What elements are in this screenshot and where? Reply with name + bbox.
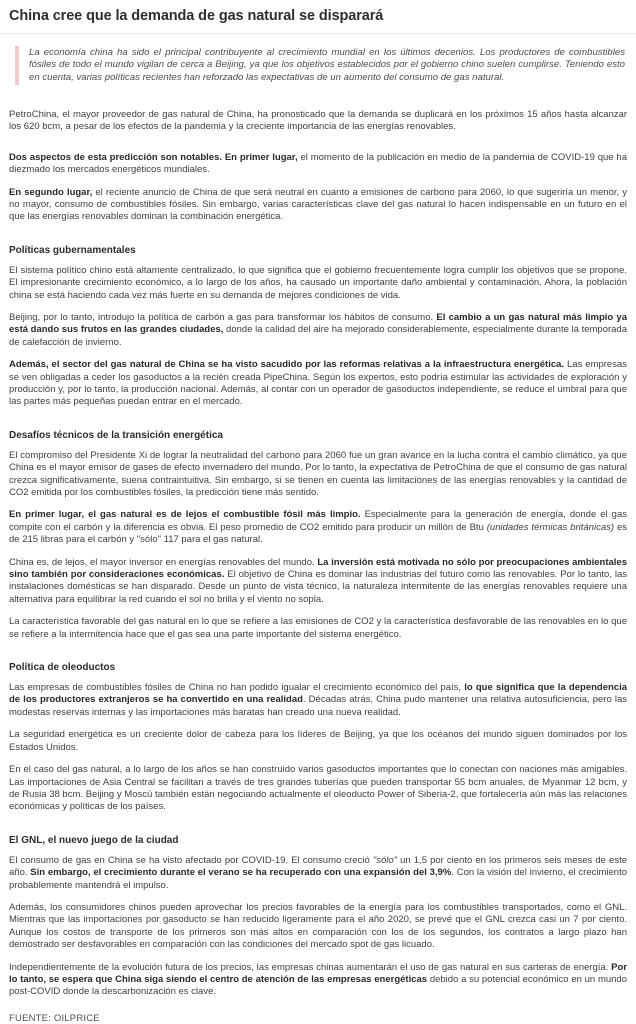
paragraph: En primer lugar, el gas natural es de lejos el combustible fósil más limpio. Especialmente para la generación de energía, donde el gas compite con el carbón y la diferencia es obvia. El peso promedio de CO2 emitido para producir un millón de Btu (unidades térmicas británicas) es de 215 libras para el carbón y "sólo" 117 para el gas natural. [9,509,627,546]
intro-blockquote: La economía china ha sido el principal contribuyente al crecimiento mundial en los últimos decenios. Los productores de combustibles fósiles de todo el mundo vigilan de cerca a Beijing, ya que los objetivos establecidos por el gobierno chino suelen cumplirse. Teniendo esto en cuenta, varias políticas recientes han reforzado las expectativas de un aumento del consumo de gas natural. [15,46,627,85]
section-heading: El GNL, el nuevo juego de la ciudad [9,834,179,846]
paragraph: El compromiso del Presidente Xi de lograr la neutralidad del carbono para 2060 fue un gran avance en la lucha contra el cambio climático, ya que China es el mayor emisor de gases de efecto invernadero del mundo. Por lo tanto, la expectativa de PetroChina de que el consumo de gas natural crezca significativamente, suena contraintuitiva. Sin embargo, si se tienen en cuenta las limitaciones de las energías renovables y la cantidad de CO2 emitida por los combustibles fósiles, la predicción tiene más sentido. [9,449,627,499]
paragraph: PetroChina, el mayor proveedor de gas natural de China, ha pronosticado que la demanda se duplicará en los próximos 15 años hasta alcanzar los 620 bcm, a pesar de los efectos de la pandemia y la creciente importancia de las energías renovables. [9,108,627,133]
paragraph: La seguridad energética es un creciente dolor de cabeza para los líderes de Beijing, ya que los océanos del mundo siguen dominados por los Estados Unidos. [9,729,627,753]
paragraph: En el caso del gas natural, a lo largo de los años se han construido varios gasoductos importantes que lo conectan con naciones más amigables. Las importaciones de Asia Central se facilitan a través de tres grandes tuberías que pueden transportar 55 bcm anuales, de Myanmar 12 bcm, y de Rusia 38 bcm. Beijing y Moscú también están negociando actualmente el oleoducto Power of Siberia-2, que fortalecería aún más las relaciones económicas y políticas de los países. [9,764,627,813]
title-divider [0,33,636,34]
paragraph: La característica favorable del gas natural en lo que se refiere a las emisiones de CO2 y la característica desfavorable de las renovables en lo que se refiere a la intermitencia hace que el gas sea una parte importante del sistema energético. [9,616,627,640]
paragraph: Dos aspectos de esta predicción son notables. En primer lugar, el momento de la publicación en medio de la pandemia de COVID-19 que ha diezmado los mercados energéticos mundiales. [9,151,627,176]
paragraph: El sistema político chino está altamente centralizado, lo que significa que el gobierno frecuentemente logra cumplir los objetivos que se propone. El impresionante crecimiento económico, a lo largo de los años, ha causado un importante daño ambiental y contaminación. Ahora, la población china se está haciendo cada vez más fuerte en su demanda de mejores condiciones de vida. [9,264,627,301]
article-title: China cree que la demanda de gas natural se disparará [9,8,384,24]
paragraph: Las empresas de combustibles fósiles de China no han podido igualar el crecimiento económico del país, lo que significa que la dependencia de los productores extranjeros se ha convertido en una realidad. Décadas atrás, China pudo mantener una relativa autosuficiencia, pero las modestas reservas internas y las importaciones más baratas han creado una nueva realidad. [9,682,627,718]
section-heading: Política de oleoductos [9,662,116,674]
source-attribution: FUENTE: OILPRICE [9,1012,100,1024]
paragraph: China es, de lejos, el mayor inversor en energías renovables del mundo. La inversión está motivada no sólo por preocupaciones ambientales sino también por consideraciones económicas. El objetivo de China es dominar las industrias del futuro como las renovables. Por lo tanto, las instalaciones domésticas se han disparado. Desde un punto de vista técnico, la naturaleza intermitente de las energías renovables requiere una alternativa para equilibrar la red cuando el sol no brilla y el viento no sopla. [9,556,627,605]
article-body [9,109,627,999]
paragraph: El consumo de gas en China se ha visto afectado por COVID-19. El consumo creció "sólo" un 1,5 por ciento en los primeros seis meses de este año. Sin embargo, el crecimiento durante el verano se ha recuperado con una expansión del 3,9%. Con la visión del invierno, el crecimiento probablemente mantendrá el impulso. [9,854,627,891]
paragraph: Independientemente de la evolución futura de los precios, las empresas chinas aumentarán el uso de gas natural en sus carteras de energía. Por lo tanto, se espera que China siga siendo el centro de atención de las empresas energéticas debido a su potencial económico en un mundo post-COVID donde la descarbonización es clave. [9,961,627,998]
section-heading: Políticas gubernamentales [9,244,136,256]
paragraph: Además, los consumidores chinos pueden aprovechar los precios favorables de la energía para los combustibles transportados, como el GNL. Mientras que las importaciones por gasoducto se han reducido ligeramente para el año 2020, se prevé que el GNL crezca casi un 7 por ciento. Aunque los costos de transporte de los primeros son más altos en comparación con los de los segundos, los contratos a largo plazo han demostrado ser desfavorables en comparación con las condiciones del mercado spot de gas licuado. [9,901,627,951]
paragraph: Beijing, por lo tanto, introdujo la política de carbón a gas para transformar los hábitos de consumo. El cambio a un gas natural más limpio ya está dando sus frutos en las grandes ciudades, donde la calidad del aire ha mejorado considerablemente, especialmente durante la temporada de calefacción de invierno. [9,311,627,348]
paragraph: Además, el sector del gas natural de China se ha visto sacudido por las reformas relativas a la infraestructura energética. Las empresas se ven obligadas a ceder los gasoductos a la recién creada PipeChina. Según los expertos, esto podría estimular las actividades de exploración y producción y, por lo tanto, la producción nacional. Además, al contar con un operador de gasoductos independiente, se reduce el umbral para que las partes más pequeñas puedan entrar en el mercado. [9,359,627,408]
paragraph: En segundo lugar, el reciente anuncio de China de que será neutral en cuanto a emisiones de carbono para 2060, lo que sugeriría un menor, y no mayor, consumo de combustibles fósiles. Sin embargo, varias características clave del gas natural lo hacen indispensable en un futuro en el que las energías renovables dominan la combinación energética. [9,186,627,223]
section-heading: Desafíos técnicos de la transición energética [9,429,223,441]
